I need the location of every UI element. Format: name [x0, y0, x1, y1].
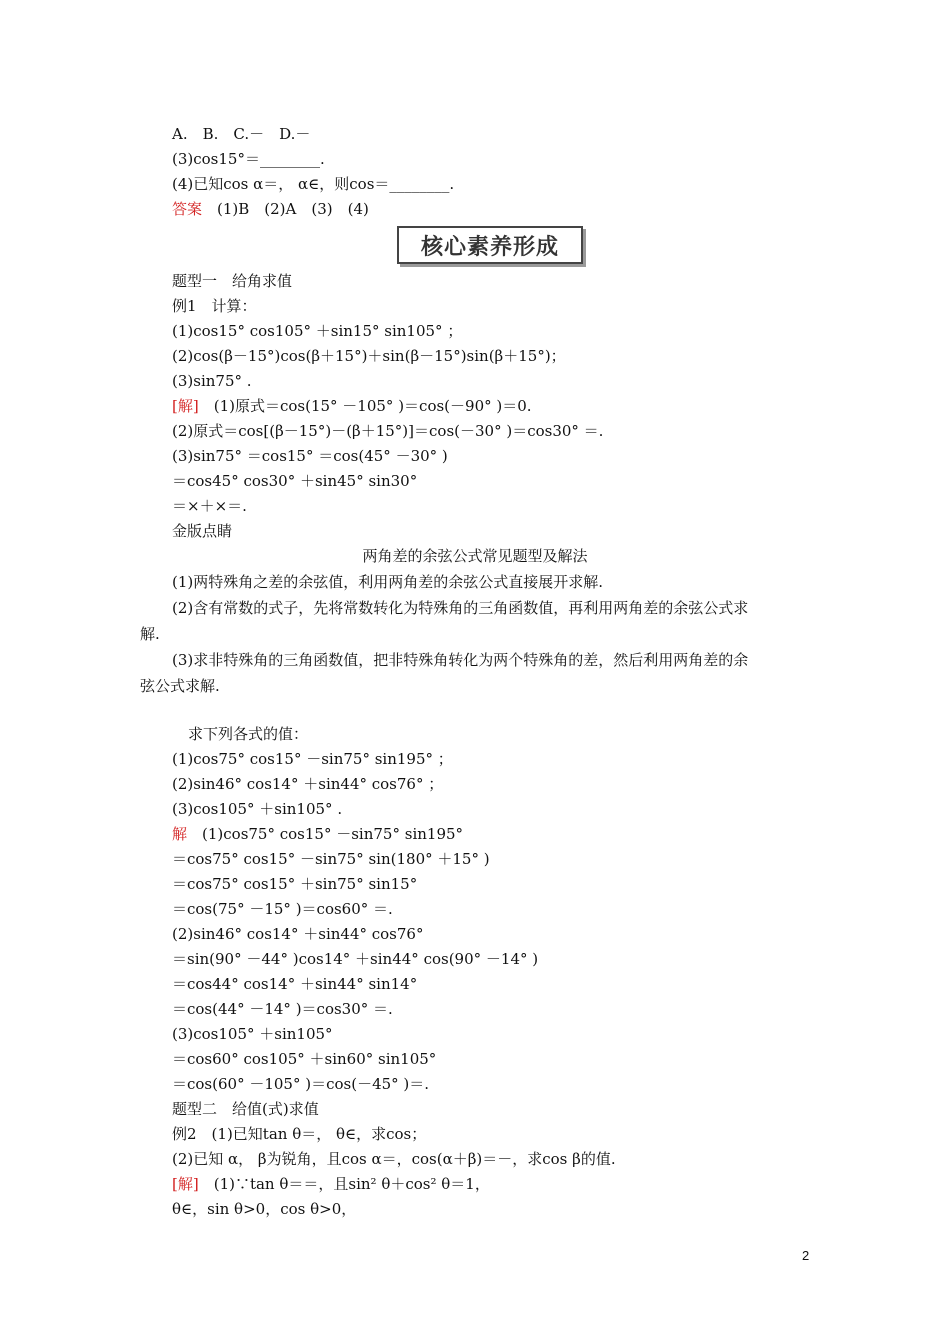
practice-item-1: (1)cos75° cos15° －sin75° sin195° ；: [172, 750, 453, 768]
example-2-item-2: (2)已知 α， β为锐角，且cos α＝，cos(α＋β)＝－，求cos β的值.: [172, 1150, 616, 1168]
solution-1-line-4: ＝cos45° cos30° ＋sin45° sin30°: [172, 472, 418, 490]
practice-solution-line-8: ＝cos(44° －14° )＝cos30° ＝.: [172, 1000, 393, 1018]
question-3: (3)cos15°＝________.: [172, 150, 325, 168]
solution-2-line-2: θ∈，sin θ>0，cos θ>0，: [172, 1200, 357, 1218]
solution-2-line-1: [解] (1)∵tan θ＝＝，且sin² θ＋cos² θ＝1，: [172, 1175, 490, 1193]
practice-solution-line-5: (2)sin46° cos14° ＋sin44° cos76°: [172, 925, 424, 943]
solution-1-line-1: [解] (1)原式＝cos(15° －105° )＝cos(－90° )＝0.: [172, 397, 532, 415]
practice-item-2: (2)sin46° cos14° ＋sin44° cos76° ；: [172, 775, 444, 793]
answer-line: 答案 (1)B (2)A (3) (4): [172, 200, 369, 218]
section-heading: 核心素养形成: [420, 234, 559, 260]
practice-solution-line-4: ＝cos(75° －15° )＝cos60° ＝.: [172, 900, 393, 918]
solution-1-line-3: (3)sin75° ＝cos15° ＝cos(45° －30° ): [172, 447, 448, 465]
section-heading-box: [397, 226, 583, 264]
practice-title: 求下列各式的值：: [188, 725, 309, 743]
solution-1-line-2: (2)原式＝cos[(β－15°)－(β＋15°)]＝cos(－30° )＝cos30° ＝.: [172, 422, 604, 440]
choice-options: A. B. C.－ D.－: [172, 125, 311, 143]
practice-item-3: (3)cos105° ＋sin105° .: [172, 800, 343, 818]
topic-2-heading: 题型二 给值(式)求值: [172, 1100, 319, 1118]
practice-solution-line-2: ＝cos75° cos15° －sin75° sin(180° ＋15° ): [172, 850, 490, 868]
tips-item-1: (1)两特殊角之差的余弦值，利用两角差的余弦公式直接展开求解.: [172, 573, 604, 591]
example-1-item-1: (1)cos15° cos105° ＋sin15° sin105° ；: [172, 322, 463, 340]
example-2-item-1: 例2 (1)已知tan θ＝， θ∈，求cos；: [172, 1125, 427, 1143]
practice-solution-line-7: ＝cos44° cos14° ＋sin44° sin14°: [172, 975, 418, 993]
solution-1-line-5: ＝×＋×＝.: [172, 497, 247, 515]
example-1-item-2: (2)cos(β－15°)cos(β＋15°)＋sin(β－15°)sin(β＋15°)；: [172, 347, 566, 365]
tips-subtitle: 两角差的余弦公式常见题型及解法: [362, 547, 588, 565]
practice-solution-line-10: ＝cos60° cos105° ＋sin60° sin105°: [172, 1050, 437, 1068]
tips-heading: 金版点睛: [172, 522, 233, 540]
practice-solution-line-3: ＝cos75° cos15° ＋sin75° sin15°: [172, 875, 418, 893]
page-number: 2: [802, 1248, 810, 1263]
tips-item-3-cont: 弦公式求解.: [140, 677, 220, 695]
practice-solution-line-1: 解 (1)cos75° cos15° －sin75° sin195°: [172, 825, 464, 843]
tips-item-2: (2)含有常数的式子，先将常数转化为特殊角的三角函数值，再利用两角差的余弦公式求: [172, 599, 749, 617]
tips-item-3: (3)求非特殊角的三角函数值，把非特殊角转化为两个特殊角的差，然后利用两角差的余: [172, 651, 749, 669]
practice-solution-line-11: ＝cos(60° －105° )＝cos(－45° )＝.: [172, 1075, 430, 1093]
example-1-item-3: (3)sin75° .: [172, 372, 252, 390]
example-1-title: 例1 计算：: [172, 297, 257, 315]
question-4: (4)已知cos α＝， α∈，则cos＝________.: [172, 175, 455, 193]
topic-1-heading: 题型一 给角求值: [172, 272, 293, 290]
tips-item-2-cont: 解.: [140, 625, 160, 643]
practice-solution-line-9: (3)cos105° ＋sin105°: [172, 1025, 333, 1043]
practice-solution-line-6: ＝sin(90° －44° )cos14° ＋sin44° cos(90° －14° ): [172, 950, 539, 968]
